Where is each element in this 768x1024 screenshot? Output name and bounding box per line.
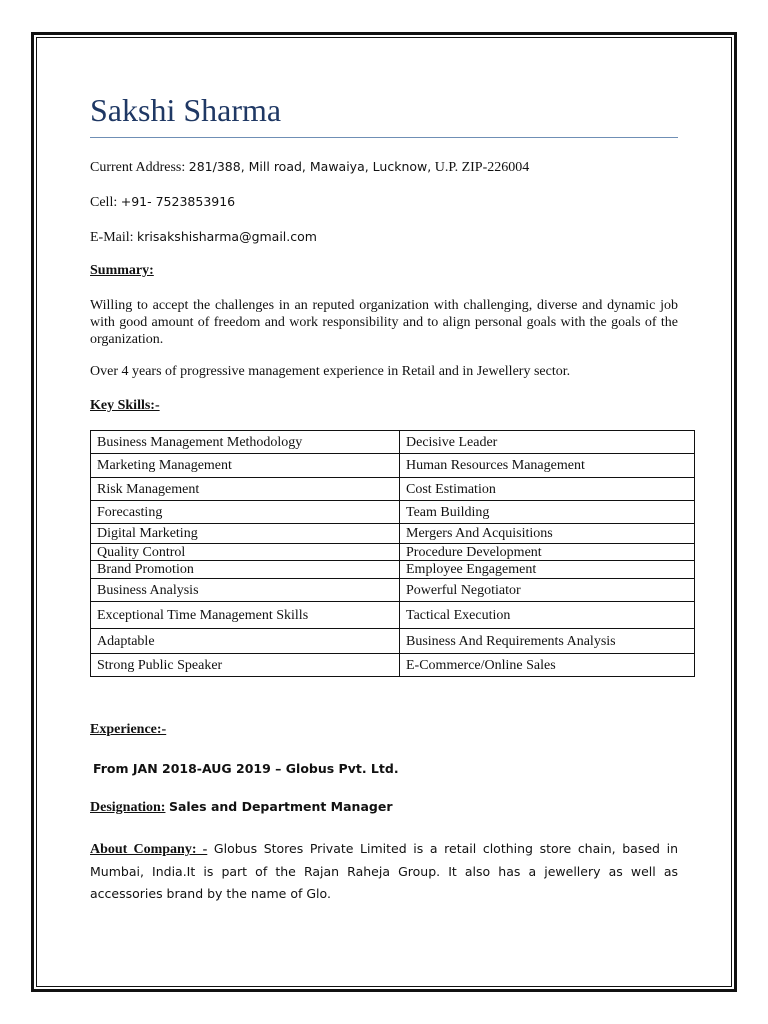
skills-table-row: [91, 602, 695, 629]
skills-table-row: [91, 579, 695, 602]
designation-label: Designation:: [90, 800, 166, 815]
experience-heading: Experience:-: [90, 722, 167, 737]
skill-cell-left: Adaptable: [91, 629, 400, 654]
skill-cell-right: Team Building: [400, 501, 695, 524]
skills-table-row: [91, 431, 695, 454]
email-value: krisakshisharma@gmail.com: [137, 229, 317, 244]
skills-table-row: [91, 524, 695, 544]
skill-cell-right: Cost Estimation: [400, 478, 695, 501]
skill-cell-right: Employee Engagement: [400, 561, 695, 579]
skill-cell-left: Strong Public Speaker: [91, 654, 400, 677]
cell-line: [90, 194, 235, 211]
skill-cell-left: Business Analysis: [91, 579, 400, 602]
skill-cell-left: Quality Control: [91, 544, 400, 561]
skill-cell-right: Human Resources Management: [400, 454, 695, 478]
skill-cell-left: Exceptional Time Management Skills: [91, 602, 400, 629]
experience-period: From JAN 2018-AUG 2019 – Globus Pvt. Ltd.: [93, 761, 399, 776]
address-line: [90, 159, 529, 176]
skill-cell-right: Powerful Negotiator: [400, 579, 695, 602]
designation-line: [90, 799, 392, 816]
skill-cell-left: Business Management Methodology: [91, 431, 400, 454]
skills-table-row: [91, 561, 695, 579]
summary-heading: Summary:: [90, 263, 154, 278]
skills-table-row: [91, 478, 695, 501]
key-skills-heading: Key Skills:-: [90, 398, 160, 413]
about-company-paragraph: [90, 838, 678, 905]
email-line: [90, 229, 317, 246]
skill-cell-left: Forecasting: [91, 501, 400, 524]
summary-paragraph: Willing to accept the challenges in an reputed organization with challenging, diverse and dynamic job with good amount of freedom and work responsibility and to align personal goals with the goals of the organization.: [90, 298, 678, 347]
about-company-text: Globus Stores Private Limited is a retail clothing store chain, based in Mumbai, India.It is part of the Rajan Raheja Group. It also has a jewellery as well as accessories brand by the name of Glo.: [90, 841, 678, 901]
skill-cell-left: Brand Promotion: [91, 561, 400, 579]
summary-experience-paragraph: Over 4 years of progressive management experience in Retail and in Jewellery sector.: [90, 364, 571, 379]
skill-cell-right: Procedure Development: [400, 544, 695, 561]
skills-table-row: [91, 454, 695, 478]
skill-cell-right: Mergers And Acquisitions: [400, 524, 695, 544]
skill-cell-left: Risk Management: [91, 478, 400, 501]
designation-value: Sales and Department Manager: [168, 799, 393, 814]
skill-cell-right: Tactical Execution: [400, 602, 695, 629]
skill-cell-left: Digital Marketing: [91, 524, 400, 544]
address-tail: U.P. ZIP-226004: [431, 160, 530, 175]
cell-value: +91- 7523853916: [120, 194, 236, 209]
candidate-name: Sakshi Sharma: [90, 92, 282, 128]
skill-cell-left: Marketing Management: [91, 454, 400, 478]
skills-table-row: [91, 501, 695, 524]
skills-table-row: [91, 654, 695, 677]
about-company-label: About Company: -: [90, 842, 208, 857]
key-skills-table: [90, 430, 695, 677]
skills-table-row: [91, 544, 695, 561]
skill-cell-right: E-Commerce/Online Sales: [400, 654, 695, 677]
skills-table-row: [91, 629, 695, 654]
name-underline-rule: [90, 137, 678, 138]
address-label: Current Address:: [90, 160, 189, 175]
skill-cell-right: Decisive Leader: [400, 431, 695, 454]
cell-label: Cell:: [90, 195, 121, 210]
email-label: E-Mail:: [90, 230, 138, 245]
address-value: 281/388, Mill road, Mawaiya, Lucknow,: [188, 159, 432, 174]
skill-cell-right: Business And Requirements Analysis: [400, 629, 695, 654]
